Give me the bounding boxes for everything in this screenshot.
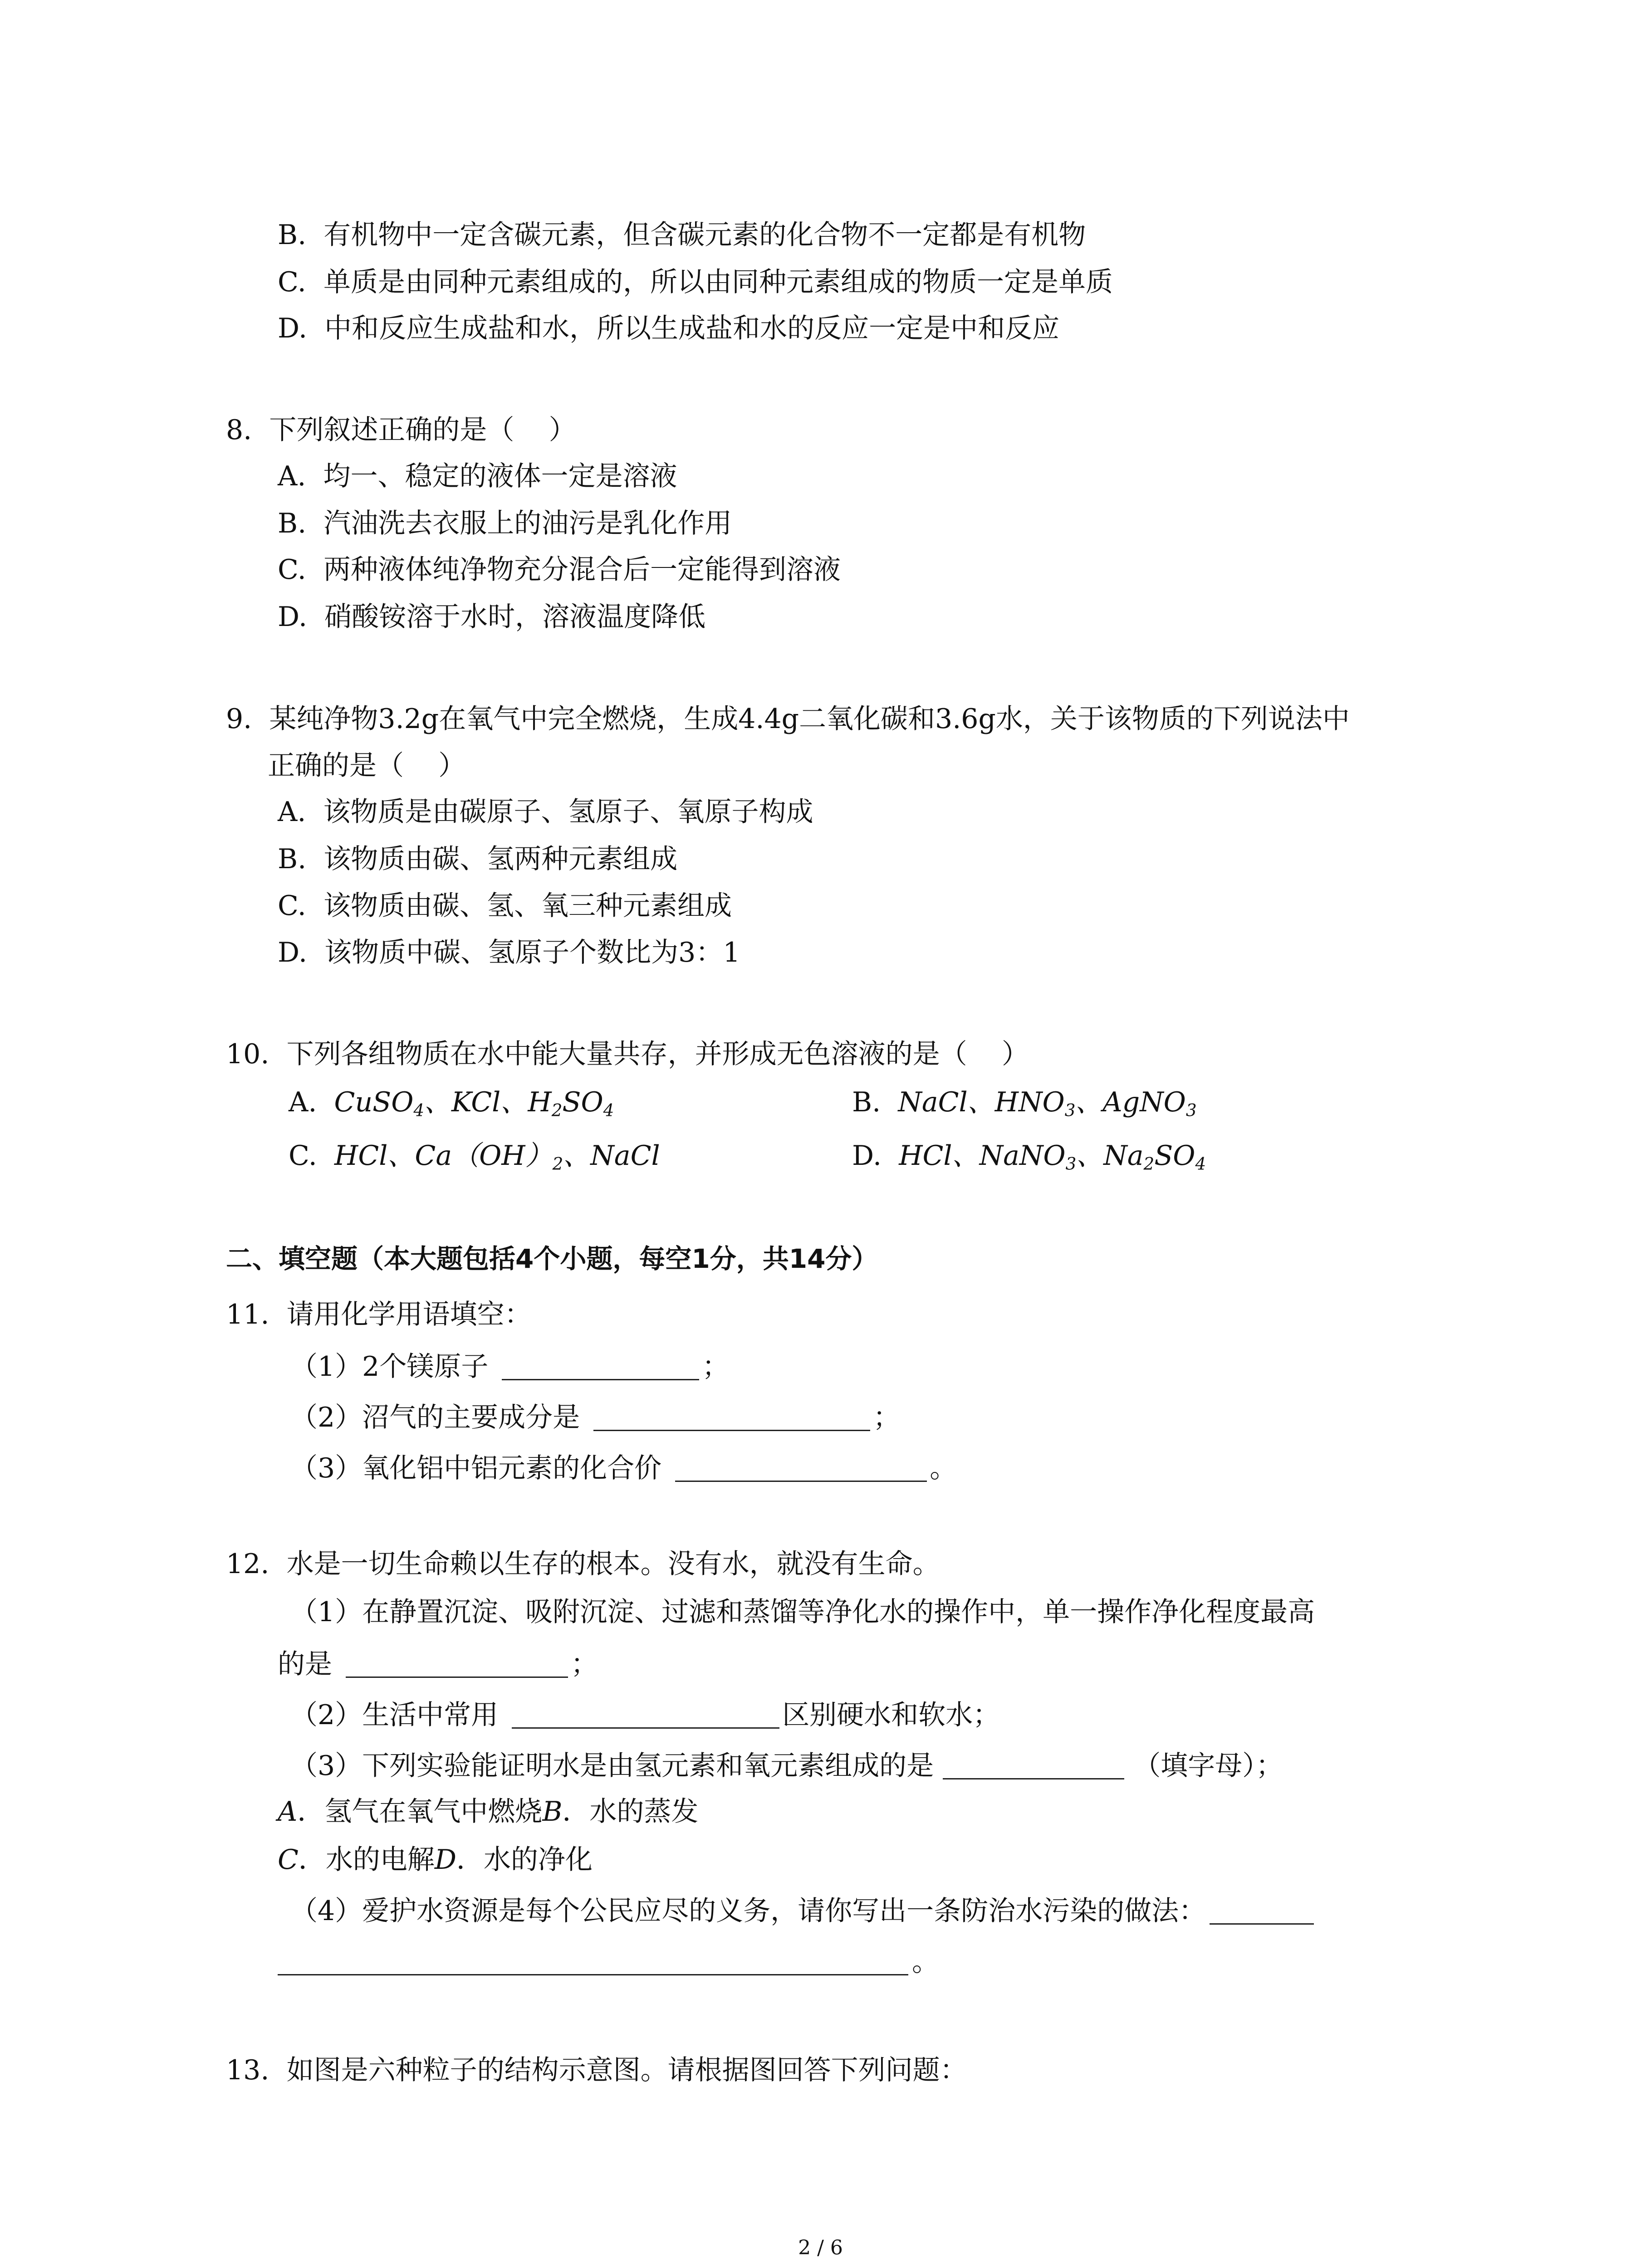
q12-part-1-continued: 的是 ； — [278, 1648, 598, 1680]
q9-stem-continued: 正确的是（ ） — [268, 750, 466, 782]
q10-option-d: D. HCl、NaNO$_3$、$Na_2SO_4$ — [852, 1140, 1206, 1174]
q11-stem: 11. 请用化学用语填空： — [226, 1299, 532, 1330]
q12-part-3: （3）下列实验能证明水是由氢元素和氧元素组成的是 （填字母）； — [290, 1750, 1283, 1782]
q12-options-cd: C．水的电解D．水的净化 — [278, 1844, 593, 1876]
answer-blank[interactable] — [593, 1402, 870, 1431]
q11-part-3: （3）氧化铝中铝元素的化合价 。 — [290, 1452, 957, 1484]
q12-part-1: （1）在静置沉淀、吸附沉淀、过滤和蒸馏等净化水的操作中，单一操作净化程度最高 — [290, 1596, 1315, 1628]
answer-blank[interactable] — [502, 1351, 699, 1380]
page-number: 2 / 6 — [798, 2236, 843, 2259]
answer-blank[interactable] — [278, 1946, 908, 1975]
q8-option-b: B. 汽油洗去衣服上的油污是乳化作用 — [278, 508, 732, 539]
section-heading: 二、填空题（本大题包括4个小题，每空1分，共14分） — [226, 1243, 878, 1274]
q8-option-d: D. 硝酸铵溶于水时，溶液温度降低 — [278, 601, 706, 633]
answer-blank[interactable] — [512, 1699, 779, 1729]
answer-blank[interactable] — [1210, 1895, 1314, 1925]
q8-stem: 8. 下列叙述正确的是（ ） — [226, 414, 576, 446]
q7-option-c: C. 单质是由同种元素组成的，所以由同种元素组成的物质一定是单质 — [278, 266, 1113, 298]
q8-option-a: A. 均一、稳定的液体一定是溶液 — [278, 460, 677, 492]
q8-option-c: C. 两种液体纯净物充分混合后一定能得到溶液 — [278, 554, 841, 586]
q13-stem: 13. 如图是六种粒子的结构示意图。请根据图回答下列问题： — [226, 2054, 967, 2086]
q10-option-a: A. CuSO$_4$、KCl、$H_2SO_4$ — [289, 1086, 614, 1120]
q11-part-1: （1）2个镁原子 ； — [290, 1351, 730, 1383]
q12-part-4: （4）爱护水资源是每个公民应尽的义务，请你写出一条防治水污染的做法： — [290, 1895, 1314, 1925]
q12-stem: 12. 水是一切生命赖以生存的根本。没有水，就没有生命。 — [226, 1548, 940, 1580]
answer-blank[interactable] — [943, 1750, 1124, 1779]
answer-blank[interactable] — [346, 1648, 568, 1678]
q12-part-2: （2）生活中常用 区别硬水和软水； — [290, 1699, 1000, 1731]
answer-blank[interactable] — [675, 1452, 927, 1482]
q9-option-b: B. 该物质由碳、氢两种元素组成 — [278, 843, 678, 875]
q10-option-b: B. NaCl、$HNO_3$、AgNO$_3$ — [852, 1086, 1197, 1120]
q7-option-b: B. 有机物中一定含碳元素，但含碳元素的化合物不一定都是有机物 — [278, 219, 1086, 251]
q9-stem: 9. 某纯净物3.2g在氧气中完全燃烧，生成4.4g二氧化碳和3.6g水，关于该物质的下列说法中 — [226, 703, 1350, 735]
q9-option-c: C. 该物质由碳、氢、氧三种元素组成 — [278, 890, 732, 922]
q12-part-4-continued: 。 — [278, 1946, 939, 1975]
q10-option-c: C. HCl、$Ca(OH)_2$、NaCl — [289, 1140, 660, 1174]
q7-option-d: D. 中和反应生成盐和水，所以生成盐和水的反应一定是中和反应 — [278, 313, 1060, 344]
q12-options-ab: A．氢气在氧气中燃烧B．水的蒸发 — [278, 1796, 699, 1828]
q9-option-a: A. 该物质是由碳原子、氢原子、氧原子构成 — [278, 796, 813, 828]
q9-option-d: D. 该物质中碳、氢原子个数比为3：1 — [278, 937, 740, 968]
q11-part-2: （2）沼气的主要成分是 ； — [290, 1402, 901, 1433]
q10-stem: 10. 下列各组物质在水中能大量共存，并形成无色溶液的是（ ） — [226, 1038, 1029, 1070]
